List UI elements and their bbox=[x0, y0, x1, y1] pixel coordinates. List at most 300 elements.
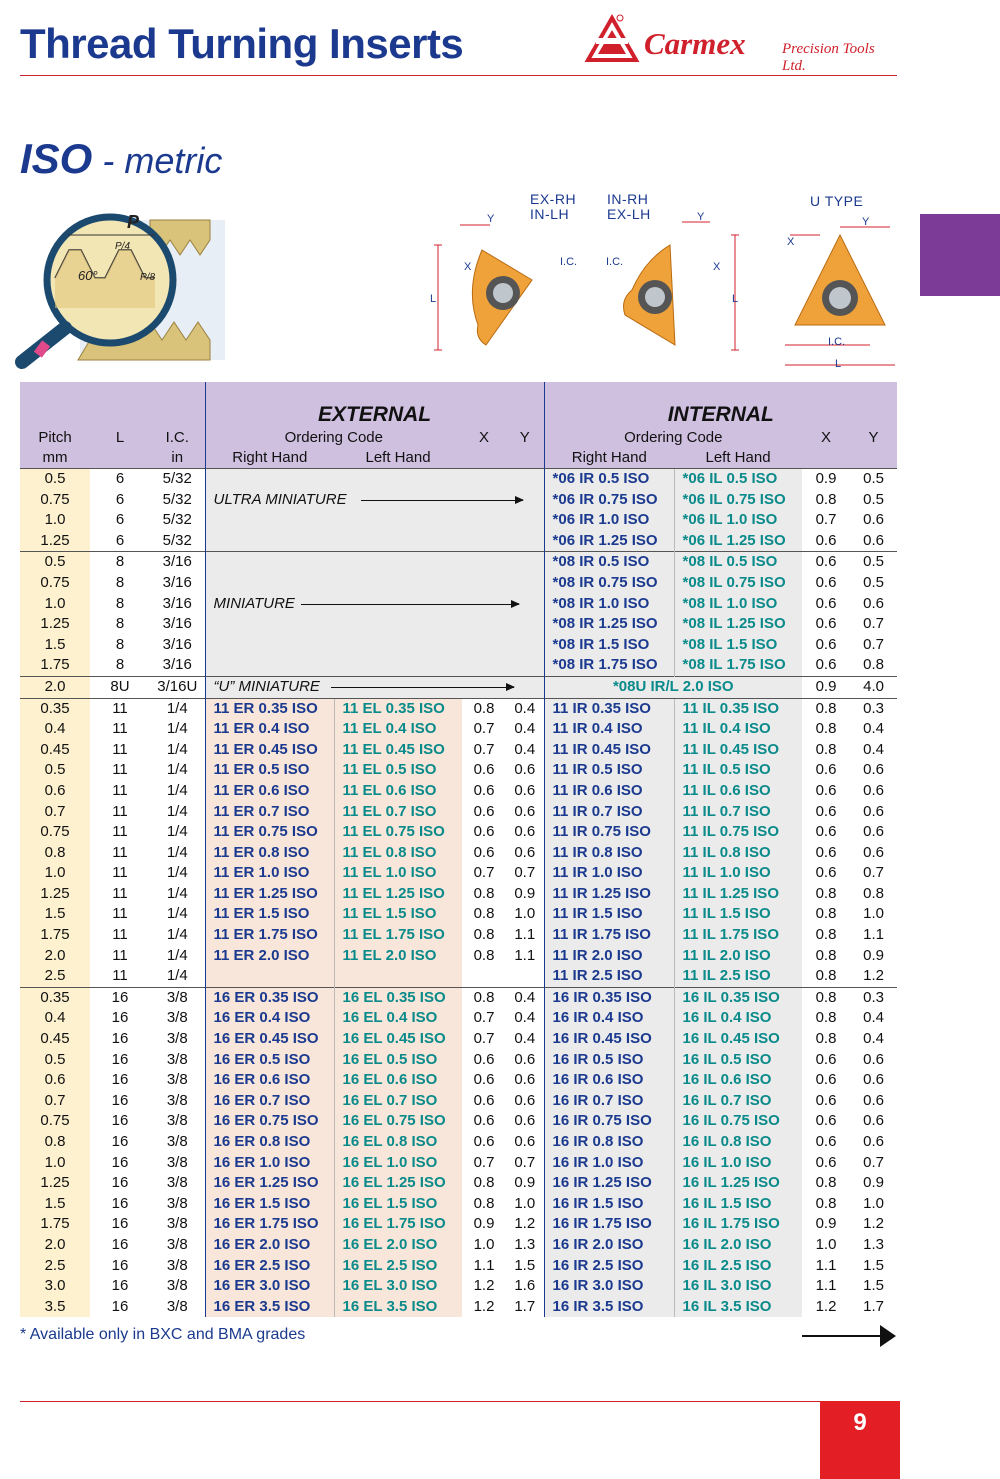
ext-right-code-cell: 16 ER 1.0 ISO bbox=[205, 1153, 334, 1174]
int-left-code-cell: 16 IL 1.0 ISO bbox=[674, 1153, 802, 1174]
int-left-code-cell: 16 IL 0.7 ISO bbox=[674, 1091, 802, 1112]
pitch-cell: 0.7 bbox=[20, 1091, 90, 1112]
int-y-cell: 0.6 bbox=[863, 1133, 884, 1150]
int-x-cell: 0.8 bbox=[802, 698, 850, 719]
pitch-cell: 0.35 bbox=[20, 698, 90, 719]
int-left-code-cell: *06 IL 1.25 ISO bbox=[674, 531, 802, 552]
insert-drawings bbox=[420, 190, 910, 380]
int-right-code-cell: *08 IR 1.5 ISO bbox=[544, 635, 674, 656]
svg-text:Y: Y bbox=[487, 213, 495, 225]
ext-x-cell: 0.9 bbox=[473, 1215, 495, 1233]
ext-x-cell: 0.7 bbox=[473, 864, 495, 882]
ic-cell: 3/8 bbox=[166, 1071, 188, 1089]
int-left-code-cell: 11 IL 0.75 ISO bbox=[674, 822, 802, 843]
ext-y-cell: 0.4 bbox=[514, 720, 536, 738]
int-x-cell: 0.8 bbox=[815, 1194, 837, 1212]
ext-left-code-cell: 16 EL 1.25 ISO bbox=[334, 1173, 462, 1194]
int-right-code-cell: *06 IR 1.25 ISO bbox=[544, 531, 674, 552]
ext-y-cell bbox=[506, 966, 544, 987]
table-row bbox=[20, 1194, 897, 1215]
table-row bbox=[20, 573, 897, 594]
ext-y-cell: 1.3 bbox=[514, 1235, 536, 1253]
int-x-cell: 0.8 bbox=[802, 987, 850, 1008]
l-cell: 16 bbox=[111, 1174, 129, 1192]
table-row bbox=[20, 843, 897, 864]
ic-cell: 5/32 bbox=[150, 469, 205, 490]
ic-cell: 3/8 bbox=[166, 1091, 188, 1109]
int-left-code-cell: *06 IL 0.5 ISO bbox=[674, 469, 802, 490]
int-y-cell: 1.1 bbox=[863, 926, 884, 944]
int-x-cell: 0.6 bbox=[815, 781, 837, 799]
int-right-code-cell: 16 IR 3.5 ISO bbox=[544, 1297, 674, 1318]
int-y-cell: 0.6 bbox=[863, 1071, 884, 1089]
table-row bbox=[20, 552, 897, 573]
pitch-cell: 2.0 bbox=[20, 946, 90, 967]
brand-subtitle: Precision Tools Ltd. bbox=[782, 41, 875, 74]
int-x-cell: 0.8 bbox=[815, 905, 837, 923]
thread-profile-illustration bbox=[10, 200, 250, 375]
int-right-code-cell: *08 IR 1.0 ISO bbox=[544, 594, 674, 615]
ext-y-cell: 0.9 bbox=[514, 884, 536, 902]
int-right-code-cell: 11 IR 1.0 ISO bbox=[544, 863, 674, 884]
ext-y-cell: 1.7 bbox=[514, 1297, 536, 1315]
int-y-cell: 0.6 bbox=[863, 761, 884, 779]
table-row bbox=[20, 719, 897, 740]
ic-cell: 1/4 bbox=[166, 967, 188, 985]
int-x-cell: 0.6 bbox=[815, 1133, 837, 1150]
l-cell: 11 bbox=[112, 802, 128, 820]
ic-cell: 3/8 bbox=[166, 1133, 188, 1150]
ic-cell: 3/8 bbox=[166, 1030, 188, 1048]
label-in-lh: IN-LH bbox=[530, 206, 570, 222]
int-y-cell: 1.0 bbox=[863, 905, 884, 923]
int-y-cell: 0.6 bbox=[863, 1050, 884, 1068]
ext-y-cell: 0.4 bbox=[506, 987, 544, 1008]
table-row bbox=[20, 490, 897, 511]
table-row bbox=[20, 510, 897, 531]
ext-right-code-cell: 11 ER 1.0 ISO bbox=[205, 863, 334, 884]
l-cell: 16 bbox=[111, 1071, 129, 1089]
ext-right-code-cell: 16 ER 1.5 ISO bbox=[205, 1194, 334, 1215]
int-ordering-code-header: Ordering Code bbox=[544, 428, 802, 448]
int-right-code-cell: 16 IR 1.75 ISO bbox=[544, 1214, 674, 1235]
ext-y-cell: 0.6 bbox=[514, 802, 536, 820]
int-left-code-cell: 16 IL 0.5 ISO bbox=[674, 1050, 802, 1071]
int-x-cell: 0.6 bbox=[815, 1153, 837, 1171]
l-cell: 16 bbox=[111, 1009, 129, 1027]
ext-right-code-cell: 11 ER 0.4 ISO bbox=[205, 719, 334, 740]
table-row bbox=[20, 1276, 897, 1297]
table-row bbox=[20, 925, 897, 946]
ext-left-code-cell: 16 EL 1.75 ISO bbox=[334, 1214, 462, 1235]
table-row bbox=[20, 1297, 897, 1318]
ext-x-cell: 0.8 bbox=[473, 884, 495, 902]
svg-text:P/8: P/8 bbox=[140, 272, 156, 283]
ext-x-cell: 0.7 bbox=[473, 740, 495, 758]
ext-y-cell: 0.4 bbox=[506, 698, 544, 719]
int-right-code-cell: 11 IR 0.45 ISO bbox=[544, 740, 674, 761]
ext-x-cell: 0.7 bbox=[473, 720, 495, 738]
int-x-cell: 0.8 bbox=[815, 926, 837, 944]
ext-y-cell: 1.1 bbox=[514, 946, 536, 964]
ext-right-code-cell: 16 ER 1.75 ISO bbox=[205, 1214, 334, 1235]
ext-left-code-cell: 16 EL 0.6 ISO bbox=[334, 1070, 462, 1091]
int-y-cell: 0.4 bbox=[863, 1009, 884, 1027]
ext-left-code-cell: 16 EL 0.35 ISO bbox=[334, 987, 462, 1008]
empty-cell bbox=[205, 614, 544, 635]
mm-header: mm bbox=[20, 448, 90, 469]
ic-cell: 3/8 bbox=[150, 987, 205, 1008]
ext-y-cell: 0.6 bbox=[514, 781, 536, 799]
int-x-cell: 0.8 bbox=[815, 1174, 837, 1192]
ext-left-code-cell: 16 EL 2.0 ISO bbox=[334, 1235, 462, 1256]
int-right-code-cell: *08 IR 0.5 ISO bbox=[544, 552, 674, 573]
int-left-code-cell: *08 IL 0.5 ISO bbox=[674, 552, 802, 573]
ic-cell: 3/8 bbox=[166, 1050, 188, 1068]
ext-right-code-cell: 16 ER 0.6 ISO bbox=[205, 1070, 334, 1091]
int-right-code-cell: 16 IR 3.0 ISO bbox=[544, 1276, 674, 1297]
ic-cell: 3/8 bbox=[166, 1297, 188, 1315]
l-cell: 6 bbox=[115, 511, 125, 529]
table-row bbox=[20, 635, 897, 656]
pitch-cell: 1.0 bbox=[20, 594, 90, 615]
ext-right-code-cell: 11 ER 1.5 ISO bbox=[205, 904, 334, 925]
ic-cell: 1/4 bbox=[166, 864, 188, 882]
int-x-cell: 0.8 bbox=[815, 490, 837, 508]
empty-cell bbox=[205, 552, 544, 573]
external-header: EXTERNAL bbox=[205, 382, 544, 428]
ext-right-code-cell: 16 ER 2.0 ISO bbox=[205, 1235, 334, 1256]
int-y-cell: 4.0 bbox=[850, 676, 897, 698]
int-right-code-cell: 16 IR 1.25 ISO bbox=[544, 1173, 674, 1194]
l-cell: 16 bbox=[111, 1050, 129, 1068]
int-left-code-cell: 16 IL 0.45 ISO bbox=[674, 1029, 802, 1050]
ic-cell: 1/4 bbox=[150, 698, 205, 719]
ext-left-code-cell bbox=[334, 966, 462, 987]
inserts-table bbox=[20, 382, 897, 1317]
pitch-cell: 0.75 bbox=[20, 822, 90, 843]
pitch-cell: 1.25 bbox=[20, 884, 90, 905]
int-right-code-cell: 16 IR 0.35 ISO bbox=[544, 987, 674, 1008]
pitch-cell: 0.7 bbox=[20, 802, 90, 823]
arrow-icon bbox=[301, 604, 519, 605]
pitch-cell: 2.0 bbox=[20, 1235, 90, 1256]
pitch-cell: 0.4 bbox=[20, 1008, 90, 1029]
int-y-cell: 1.7 bbox=[863, 1297, 884, 1315]
table-row bbox=[20, 966, 897, 987]
svg-text:L: L bbox=[835, 358, 842, 370]
ic-cell: 3/8 bbox=[166, 1256, 188, 1274]
int-x-cell: 0.8 bbox=[815, 884, 837, 902]
table-row bbox=[20, 698, 897, 719]
ext-y-cell: 0.4 bbox=[514, 1009, 536, 1027]
int-x-cell: 0.6 bbox=[815, 531, 837, 549]
ext-x-cell: 0.8 bbox=[473, 905, 495, 923]
int-left-code-cell: 11 IL 1.25 ISO bbox=[674, 884, 802, 905]
ext-x-cell: 0.6 bbox=[473, 781, 495, 799]
blank-subheader bbox=[462, 448, 544, 469]
ic-cell: 5/32 bbox=[162, 531, 192, 549]
table-row bbox=[20, 904, 897, 925]
l-cell: 16 bbox=[111, 1235, 129, 1253]
empty-cell bbox=[205, 655, 544, 676]
int-x-cell: 0.9 bbox=[802, 676, 850, 698]
ext-x-cell bbox=[462, 966, 506, 987]
int-right-code-cell: 16 IR 0.5 ISO bbox=[544, 1050, 674, 1071]
ext-x-header: X bbox=[462, 428, 506, 448]
int-y-cell: 0.7 bbox=[863, 864, 884, 882]
int-x-cell: 0.6 bbox=[815, 1071, 837, 1089]
ext-x-cell: 0.6 bbox=[473, 802, 495, 820]
l-cell: 6 bbox=[115, 490, 125, 508]
ic-cell: 3/16U bbox=[150, 676, 205, 698]
ext-right-code-cell: 11 ER 1.25 ISO bbox=[205, 884, 334, 905]
svg-text:I.C.: I.C. bbox=[560, 256, 578, 268]
ic-header: I.C. bbox=[150, 428, 205, 448]
pitch-cell: 0.6 bbox=[20, 781, 90, 802]
ext-right-code-cell: 16 ER 0.75 ISO bbox=[205, 1111, 334, 1132]
pitch-cell: 1.75 bbox=[20, 1214, 90, 1235]
int-y-cell: 0.6 bbox=[863, 781, 884, 799]
int-y-cell: 0.6 bbox=[863, 511, 884, 529]
int-x-cell: 1.2 bbox=[815, 1297, 837, 1315]
int-x-cell: 0.6 bbox=[815, 615, 837, 633]
ext-left-code-cell: 11 EL 1.5 ISO bbox=[334, 904, 462, 925]
svg-text:L: L bbox=[430, 293, 437, 305]
int-left-code-cell: *08 IL 1.25 ISO bbox=[674, 614, 802, 635]
ext-left-code-cell: 11 EL 0.45 ISO bbox=[334, 740, 462, 761]
int-y-cell: 0.5 bbox=[863, 573, 884, 591]
table-row bbox=[20, 822, 897, 843]
label-in-rh: IN-RH bbox=[607, 191, 649, 207]
l-cell: 11 bbox=[112, 761, 128, 779]
l-cell: 11 bbox=[112, 926, 128, 944]
ext-y-cell: 1.5 bbox=[514, 1256, 536, 1274]
int-left-code-cell: 11 IL 1.0 ISO bbox=[674, 863, 802, 884]
brand-logo bbox=[582, 10, 902, 72]
ic-cell: 1/4 bbox=[166, 761, 188, 779]
ext-x-cell: 0.6 bbox=[473, 1133, 495, 1150]
ext-left-code-cell: 11 EL 0.75 ISO bbox=[334, 822, 462, 843]
int-x-cell: 0.8 bbox=[815, 1009, 837, 1027]
ext-x-cell: 0.6 bbox=[473, 761, 495, 779]
pitch-cell: 3.5 bbox=[20, 1297, 90, 1318]
series-label: MINIATURE bbox=[205, 594, 544, 615]
int-y-cell: 0.3 bbox=[850, 987, 897, 1008]
ext-y-cell: 1.0 bbox=[514, 1194, 536, 1212]
table-row bbox=[20, 884, 897, 905]
int-x-cell: 0.8 bbox=[815, 946, 837, 964]
l-cell: 16 bbox=[90, 987, 150, 1008]
ext-left-code-cell: 16 EL 3.5 ISO bbox=[334, 1297, 462, 1318]
pitch-cell: 1.75 bbox=[20, 925, 90, 946]
ext-left-code-cell: 16 EL 0.5 ISO bbox=[334, 1050, 462, 1071]
ic-cell: 5/32 bbox=[162, 490, 192, 508]
footnote: * Available only in BXC and BMA grades bbox=[20, 1326, 306, 1343]
l-cell: 8 bbox=[115, 573, 125, 591]
int-y-cell: 0.7 bbox=[863, 635, 884, 653]
int-y-cell: 0.3 bbox=[850, 698, 897, 719]
l-cell: 16 bbox=[111, 1091, 129, 1109]
ext-x-cell: 1.2 bbox=[473, 1297, 495, 1315]
ic-cell: 3/8 bbox=[166, 1153, 188, 1171]
int-right-code-cell: 16 IR 0.7 ISO bbox=[544, 1091, 674, 1112]
ic-cell: 3/8 bbox=[166, 1009, 188, 1027]
l-cell: 11 bbox=[112, 946, 128, 964]
int-left-code-cell: 16 IL 2.5 ISO bbox=[674, 1256, 802, 1277]
ic-cell: 1/4 bbox=[166, 720, 188, 738]
l-cell: 16 bbox=[111, 1277, 129, 1295]
pitch-cell: 0.45 bbox=[20, 740, 90, 761]
table-row bbox=[20, 1235, 897, 1256]
ext-right-code-cell: 11 ER 0.45 ISO bbox=[205, 740, 334, 761]
ext-right-code-cell: 16 ER 0.8 ISO bbox=[205, 1132, 334, 1153]
page-number: 9 bbox=[820, 1401, 900, 1479]
table-row bbox=[20, 1070, 897, 1091]
ic-cell: 5/32 bbox=[162, 511, 192, 529]
ext-y-cell: 0.4 bbox=[514, 740, 536, 758]
ext-right-code-cell: 11 ER 0.7 ISO bbox=[205, 802, 334, 823]
ext-x-cell: 0.8 bbox=[462, 987, 506, 1008]
ext-left-code-cell: 11 EL 0.5 ISO bbox=[334, 760, 462, 781]
ext-right-code-cell: 16 ER 0.35 ISO bbox=[205, 987, 334, 1008]
pitch-cell: 1.0 bbox=[20, 1153, 90, 1174]
int-y-cell: 0.6 bbox=[863, 802, 884, 820]
int-right-code-cell: 11 IR 1.75 ISO bbox=[544, 925, 674, 946]
empty-cell bbox=[205, 573, 544, 594]
pitch-cell: 1.25 bbox=[20, 1173, 90, 1194]
ic-cell: 3/16 bbox=[162, 573, 192, 591]
ext-y-cell: 0.6 bbox=[514, 843, 536, 861]
header-divider bbox=[20, 75, 897, 76]
int-y-cell: 0.8 bbox=[863, 884, 884, 902]
ext-right-code-cell: 16 ER 0.45 ISO bbox=[205, 1029, 334, 1050]
svg-text:Y: Y bbox=[862, 216, 870, 228]
pitch-cell: 0.4 bbox=[20, 719, 90, 740]
table-row bbox=[20, 1256, 897, 1277]
l-cell: 11 bbox=[112, 781, 128, 799]
ext-x-cell: 0.6 bbox=[473, 823, 495, 841]
table-row bbox=[20, 1173, 897, 1194]
table-row bbox=[20, 1050, 897, 1071]
ext-left-code-cell: 11 EL 0.4 ISO bbox=[334, 719, 462, 740]
arrow-icon bbox=[361, 500, 523, 501]
table-row bbox=[20, 1008, 897, 1029]
ext-x-cell: 0.8 bbox=[473, 1194, 495, 1212]
int-y-cell: 0.4 bbox=[863, 1030, 884, 1048]
in-header: in bbox=[150, 448, 205, 469]
ext-x-cell: 1.2 bbox=[473, 1277, 495, 1295]
table-row bbox=[20, 760, 897, 781]
int-x-cell: 0.6 bbox=[815, 573, 837, 591]
int-x-cell: 0.6 bbox=[815, 864, 837, 882]
ext-left-code-cell: 16 EL 1.5 ISO bbox=[334, 1194, 462, 1215]
ext-left-code-cell: 11 EL 0.7 ISO bbox=[334, 802, 462, 823]
int-x-cell: 0.6 bbox=[815, 1112, 837, 1130]
label-ex-lh: EX-LH bbox=[607, 206, 651, 222]
ic-cell: 3/8 bbox=[166, 1215, 188, 1233]
int-left-hand-header: Left Hand bbox=[674, 448, 802, 469]
ext-right-code-cell: 16 ER 3.0 ISO bbox=[205, 1276, 334, 1297]
ext-y-header: Y bbox=[506, 428, 544, 448]
series-label: ULTRA MINIATURE bbox=[205, 490, 544, 511]
int-y-cell: 0.6 bbox=[863, 1112, 884, 1130]
int-x-cell: 0.7 bbox=[815, 511, 837, 529]
empty-cell bbox=[205, 510, 544, 531]
int-y-cell: 0.7 bbox=[863, 1153, 884, 1171]
int-y-cell: 0.5 bbox=[850, 552, 897, 573]
int-right-code-cell: *06 IR 0.5 ISO bbox=[544, 469, 674, 490]
ext-x-cell: 0.8 bbox=[473, 926, 495, 944]
pitch-cell: 2.5 bbox=[20, 1256, 90, 1277]
int-x-cell: 0.6 bbox=[815, 802, 837, 820]
ic-cell: 1/4 bbox=[166, 843, 188, 861]
ext-x-cell: 0.6 bbox=[473, 1112, 495, 1130]
int-right-code-cell: 11 IR 0.7 ISO bbox=[544, 802, 674, 823]
l-cell: 16 bbox=[111, 1133, 129, 1150]
int-left-code-cell: 16 IL 3.5 ISO bbox=[674, 1297, 802, 1318]
int-left-code-cell: 11 IL 2.0 ISO bbox=[674, 946, 802, 967]
ext-y-cell: 0.9 bbox=[514, 1174, 536, 1192]
table-row bbox=[20, 987, 897, 1008]
ext-y-cell: 1.6 bbox=[514, 1277, 536, 1295]
int-left-code-cell: 11 IL 0.8 ISO bbox=[674, 843, 802, 864]
blank-header bbox=[20, 382, 205, 428]
pitch-cell: 1.25 bbox=[20, 614, 90, 635]
l-cell: 11 bbox=[112, 720, 128, 738]
l-cell: 11 bbox=[112, 740, 128, 758]
int-x-cell: 0.6 bbox=[815, 843, 837, 861]
int-right-code-cell: 11 IR 0.75 ISO bbox=[544, 822, 674, 843]
int-x-cell: 0.9 bbox=[802, 469, 850, 490]
int-right-code-cell: *08 IR 1.25 ISO bbox=[544, 614, 674, 635]
section-tab bbox=[920, 214, 1000, 296]
int-left-code-cell: *08 IL 1.75 ISO bbox=[674, 655, 802, 676]
int-left-code-cell: *08 IL 1.5 ISO bbox=[674, 635, 802, 656]
int-right-code-cell: 16 IR 0.45 ISO bbox=[544, 1029, 674, 1050]
ext-left-code-cell: 11 EL 1.25 ISO bbox=[334, 884, 462, 905]
ext-left-code-cell: 11 EL 2.0 ISO bbox=[334, 946, 462, 967]
ext-right-code-cell: 16 ER 0.4 ISO bbox=[205, 1008, 334, 1029]
svg-text:X: X bbox=[787, 236, 795, 248]
int-x-cell: 0.8 bbox=[815, 720, 837, 738]
ext-y-cell: 1.2 bbox=[514, 1215, 536, 1233]
ext-x-cell: 1.1 bbox=[473, 1256, 495, 1274]
series-label: “U” MINIATURE bbox=[205, 676, 544, 698]
ext-x-cell: 0.7 bbox=[473, 1153, 495, 1171]
l-cell: 11 bbox=[112, 905, 128, 923]
table-row bbox=[20, 1091, 897, 1112]
ext-ordering-code-header: Ordering Code bbox=[205, 428, 462, 448]
int-right-code-cell: 16 IR 0.75 ISO bbox=[544, 1111, 674, 1132]
ext-x-cell: 0.8 bbox=[473, 946, 495, 964]
int-x-cell: 0.6 bbox=[815, 1050, 837, 1068]
insert-diagrams bbox=[420, 190, 910, 380]
int-right-code-cell: 16 IR 1.0 ISO bbox=[544, 1153, 674, 1174]
ext-right-code-cell: 11 ER 1.75 ISO bbox=[205, 925, 334, 946]
int-left-code-cell: 11 IL 0.5 ISO bbox=[674, 760, 802, 781]
l-cell: 11 bbox=[112, 967, 128, 985]
page-title: Thread Turning Inserts bbox=[20, 20, 464, 67]
ext-right-code-cell: 16 ER 3.5 ISO bbox=[205, 1297, 334, 1318]
int-right-hand-header: Right Hand bbox=[544, 448, 674, 469]
pitch-cell: 1.0 bbox=[20, 510, 90, 531]
int-right-code-cell: 11 IR 0.35 ISO bbox=[544, 698, 674, 719]
int-x-cell: 0.6 bbox=[815, 594, 837, 612]
int-y-cell: 0.6 bbox=[863, 843, 884, 861]
int-left-code-cell: 11 IL 0.4 ISO bbox=[674, 719, 802, 740]
int-left-code-cell: 16 IL 0.4 ISO bbox=[674, 1008, 802, 1029]
